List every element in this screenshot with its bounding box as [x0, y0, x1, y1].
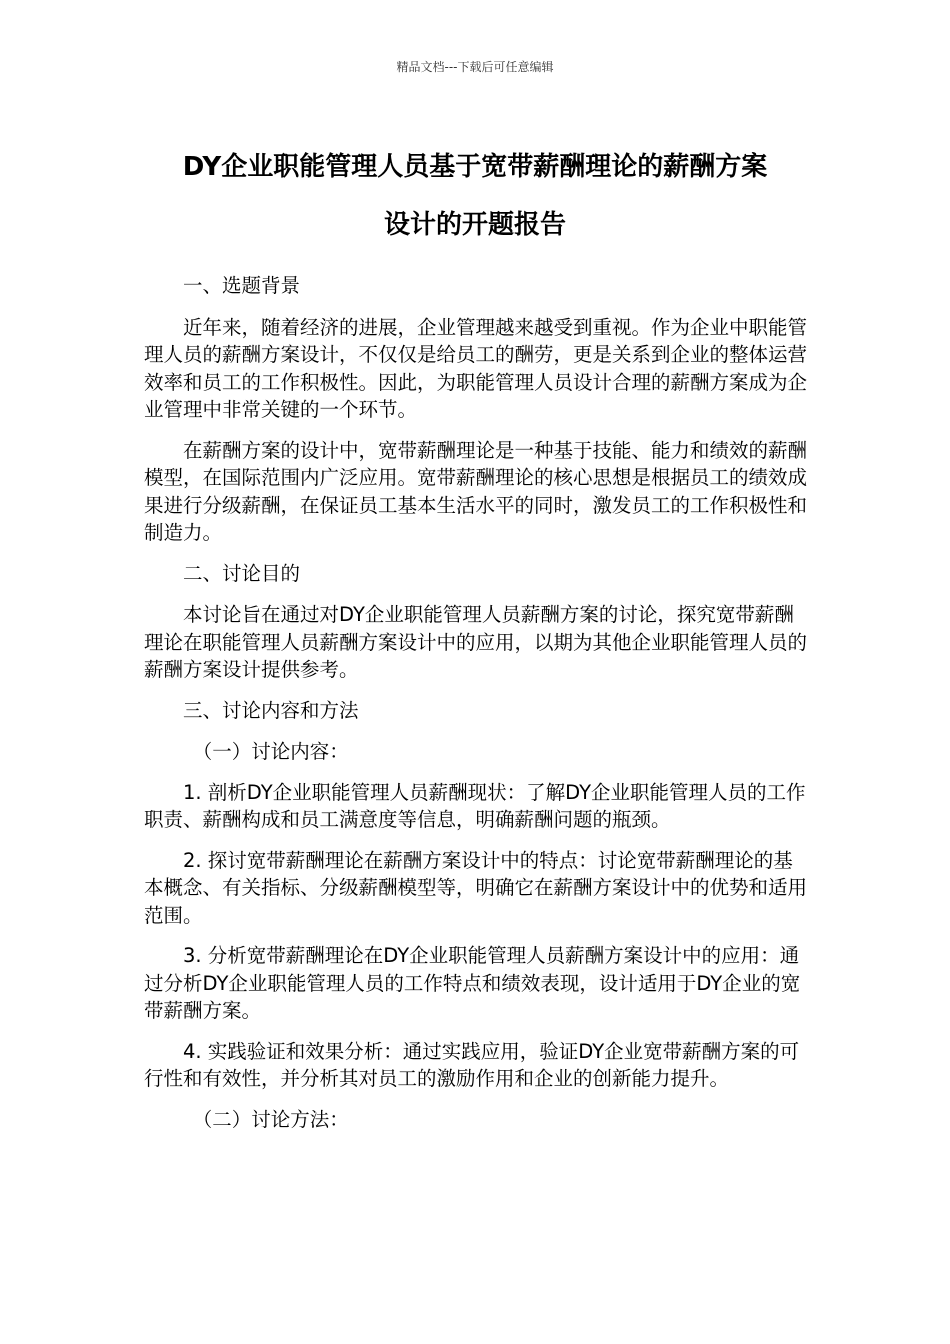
- section-heading-content-methods: 三、讨论内容和方法: [183, 698, 359, 722]
- subheading-content: （一）讨论内容：: [192, 740, 349, 763]
- section-heading-background: 一、选题背景: [183, 274, 301, 297]
- section-heading-purpose: 二、讨论目的: [183, 561, 301, 585]
- subheading-methods: （二）讨论方法：: [192, 1107, 349, 1131]
- document-title: [140, 138, 810, 254]
- title-line-1: DY企业职能管理人员基于宽带薪酬理论的薪酬方案: [182, 152, 768, 182]
- document-body: [144, 272, 808, 1146]
- paragraph-purpose: 本讨论旨在通过对DY企业职能管理人员薪酬方案的讨论，探究宽带薪酬理论在职能管理人员薪酬方案设计中的应用，以期为其他企业职能管理人员的薪酬方案设计提供参考。: [144, 603, 808, 681]
- paragraph-background-1: 近年来，随着经济的进展，企业管理越来越受到重视。作为企业中职能管理人员的薪酬方案设计，不仅仅是给员工的酬劳，更是关系到企业的整体运营效率和员工的工作积极性。因此，为职能管理人员设计合理的薪酬方案成为企业管理中非常关键的一个环节。: [144, 315, 808, 421]
- header-note: 精品文档---下载后可任意编辑: [396, 60, 554, 74]
- list-item-1: 1. 剖析DY企业职能管理人员薪酬现状：了解DY企业职能管理人员的工作职责、薪酬构成和员工满意度等信息，明确薪酬问题的瓶颈。: [144, 780, 806, 831]
- title-line-2: 设计的开题报告: [383, 210, 566, 240]
- list-item-2: 2. 探讨宽带薪酬理论在薪酬方案设计中的特点：讨论宽带薪酬理论的基本概念、有关指标、分级薪酬模型等，明确它在薪酬方案设计中的优势和适用范围。: [144, 848, 808, 927]
- list-item-3: 3. 分析宽带薪酬理论在DY企业职能管理人员薪酬方案设计中的应用：通过分析DY企业职能管理人员的工作特点和绩效表现，设计适用于DY企业的宽带薪酬方案。: [144, 944, 801, 1022]
- paragraph-background-2: 在薪酬方案的设计中，宽带薪酬理论是一种基于技能、能力和绩效的薪酬模型，在国际范围内广泛应用。宽带薪酬理论的核心思想是根据员工的绩效成果进行分级薪酬，在保证员工基本生活水平的同时，激发员工的工作积极性和制造力。: [144, 438, 808, 544]
- list-item-4: 4. 实践验证和效果分析：通过实践应用，验证DY企业宽带薪酬方案的可行性和有效性，并分析其对员工的激励作用和企业的创新能力提升。: [144, 1039, 800, 1090]
